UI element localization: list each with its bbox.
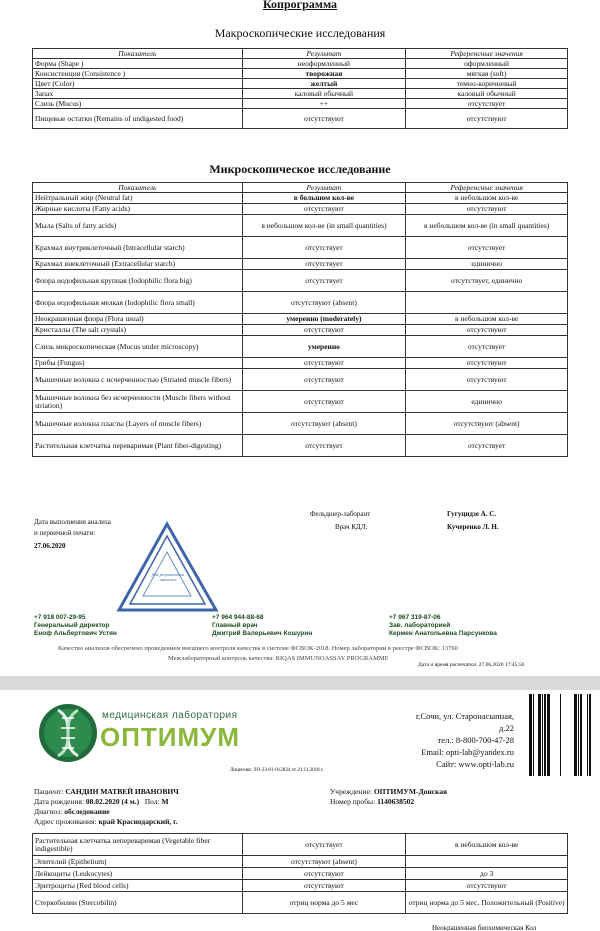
- sex-value: М: [161, 797, 169, 806]
- result-cell: отсутствуют: [242, 391, 406, 413]
- table-row: [33, 259, 568, 270]
- barcode-bar: [529, 694, 532, 776]
- contact-phone: +7 964 944-88-68: [212, 614, 264, 621]
- result-cell: отсутствуют: [242, 358, 406, 369]
- dna-logo-icon: [38, 702, 98, 764]
- result-cell: неоформленный: [242, 59, 406, 69]
- header-reference: Референсные значения: [406, 49, 568, 59]
- table-row: [33, 880, 568, 892]
- result-cell: в небольшом кол-ве (in small quantities): [242, 215, 406, 237]
- lab-address-building: д.22: [499, 723, 514, 733]
- table-row: [33, 292, 568, 314]
- lab-stamp: [115, 520, 220, 615]
- lab-address: г.Сочи, ул. Старонасыпная,: [415, 711, 514, 721]
- address-value: край Краснодарский, г.: [98, 817, 178, 826]
- contact-director: [34, 614, 117, 638]
- barcode-bar: [533, 694, 534, 776]
- lab-logo: [38, 702, 248, 764]
- table-row: [33, 59, 568, 69]
- indicator-cell: Флора иодофильная крупная (Iodophilic flora big): [33, 270, 243, 292]
- barcode-bar: [589, 694, 591, 776]
- contact-name: Кермен Анатольевна Парсункова: [389, 630, 497, 637]
- indicator-cell: Форма (Shape ): [33, 59, 243, 69]
- micro-table: [32, 182, 568, 457]
- indicator-cell: Слизь (Mucus): [33, 99, 243, 109]
- table-row: [33, 99, 568, 109]
- indicator-cell: Мышечные волокна с исчерченностью (Striated muscle fibers): [33, 369, 243, 391]
- role-doctor: Врач КДЛ:: [335, 523, 368, 531]
- indicator-cell: Мышечные волокна пласты (Layers of muscle fibers): [33, 413, 243, 435]
- barcode-bar: [574, 694, 577, 776]
- indicator-cell: Пищевые остатки (Remains of undigested food): [33, 109, 243, 129]
- table-row: [33, 892, 568, 914]
- header-indicator: Показатель: [33, 49, 243, 59]
- table-row: [33, 358, 568, 369]
- report-page-2: [0, 690, 600, 931]
- reference-cell: до 3: [406, 868, 568, 880]
- barcode-bar: [560, 694, 561, 776]
- indicator-cell: Стеркобилин (Stercobilin): [33, 892, 243, 914]
- lab-phone: тел.: 8-800-700-47-28: [437, 735, 514, 745]
- reference-cell: единично: [406, 391, 568, 413]
- indicator-cell: Крахмал внеклеточный (Extracellular starch): [33, 259, 243, 270]
- reference-cell: оформленный: [406, 59, 568, 69]
- indicator-cell: Цвет (Color): [33, 79, 243, 89]
- date-label-2: и первичной печати:: [34, 529, 96, 537]
- header-result: Результат: [242, 183, 406, 193]
- indicator-cell: Растительная клетчатка непереваримая (Vegetable fiber indigestible): [33, 834, 243, 856]
- contact-phone: +7 967 319-87-06: [389, 614, 441, 621]
- date-value: 27.06.2020: [34, 542, 66, 550]
- contact-phone: +7 918 007-29-95: [34, 614, 86, 621]
- indicator-cell: Мышечные волокна без исчерченности (Muscle fibers without striation): [33, 391, 243, 413]
- table-row: [33, 834, 568, 856]
- dob-label: Дата рождения:: [34, 797, 85, 806]
- result-cell: отсутствует: [242, 435, 406, 457]
- reference-cell: отсутствуют: [406, 325, 568, 336]
- micro-heading: Микроскопическое исследование: [209, 162, 391, 176]
- indicator-cell: Нейтральный жир (Neutral fat): [33, 193, 243, 204]
- table-row: [33, 69, 568, 79]
- result-cell: отсутствует: [242, 237, 406, 259]
- indicator-cell: Жирные кислоты (Fatty acids): [33, 204, 243, 215]
- reference-cell: отсутствует, единично: [406, 270, 568, 292]
- result-cell: отсутствует: [242, 270, 406, 292]
- lab-site: Сайт: www.opti-lab.ru: [436, 759, 514, 769]
- table-row: [33, 391, 568, 413]
- result-cell: желтый: [242, 79, 406, 89]
- institution-value: ОПТИМУМ-Донская: [373, 787, 448, 796]
- reference-cell: в небольшом кол-ве (in small quantities): [406, 215, 568, 237]
- reference-cell: в небольшом кол-ве: [406, 193, 568, 204]
- reference-cell: отсутствуют: [406, 109, 568, 129]
- interlab-footer: Межлабораторный контроль качества: RIQAS IMMUNOASSAY PROGRAMME: [168, 655, 389, 662]
- table-row: [33, 204, 568, 215]
- indicator-cell: Запах: [33, 89, 243, 99]
- indicator-cell: Слизь микроскопическая (Mucus under microscopy): [33, 336, 243, 358]
- date-label-1: Дата выполнения анализа: [34, 518, 111, 526]
- table-row: [33, 79, 568, 89]
- contact-title: Зав. лабораторией: [389, 622, 451, 629]
- macro-heading: Макроскопические исследования: [214, 26, 386, 40]
- indicator-cell: Лейкоциты (Leukocytes): [33, 868, 243, 880]
- barcode-icon: [527, 694, 593, 776]
- table-row: [33, 314, 568, 325]
- result-cell: отсутствуют (absent): [242, 856, 406, 868]
- contact-chief-doctor: [212, 614, 312, 638]
- result-cell: отсутствуют: [242, 868, 406, 880]
- reference-cell: [406, 292, 568, 314]
- logo-subtitle: медицинская лаборатория: [102, 710, 238, 721]
- sex-label: Пол:: [144, 797, 160, 806]
- table-row: [33, 856, 568, 868]
- result-cell: отсутствуют: [242, 109, 406, 129]
- result-cell: отсутствуют: [242, 204, 406, 215]
- result-cell: ++: [242, 99, 406, 109]
- indicator-cell: Грибы (Fungus): [33, 358, 243, 369]
- result-cell: отриц норма до 5 мес: [242, 892, 406, 914]
- indicator-cell: Кристаллы (The salt crystals): [33, 325, 243, 336]
- indicator-cell: Флора иодофильная мелкая (Iodophilic flora small): [33, 292, 243, 314]
- contact-name: Дмитрий Валерьевич Кошурин: [212, 630, 313, 637]
- diagnosis-label: Диагноз:: [34, 807, 63, 816]
- reference-cell: мягкая (soft): [406, 69, 568, 79]
- result-cell: в большом кол-ве: [242, 193, 406, 204]
- barcode-bar: [580, 694, 582, 776]
- logo-wordmark: ОПТИМУМ: [100, 722, 240, 752]
- lab-contacts: [360, 710, 514, 770]
- table-row: [33, 868, 568, 880]
- table-row: [33, 336, 568, 358]
- sample-label: Номер пробы:: [330, 797, 376, 806]
- result-cell: отсутствуют: [242, 880, 406, 892]
- reference-cell: отсутствуют: [406, 369, 568, 391]
- indicator-cell: Мыла (Salts of fatty acids): [33, 215, 243, 237]
- table-row: [33, 413, 568, 435]
- name-doctor: Кучеренко Л. Н.: [447, 523, 499, 531]
- contact-title: Главный врач: [212, 622, 258, 629]
- result-cell: умеренно (moderately): [242, 314, 406, 325]
- reference-cell: отриц норма до 5 мес, Положительный (Positive): [406, 892, 568, 914]
- header-result: Результат: [242, 49, 406, 59]
- barcode-bar: [547, 694, 550, 776]
- reference-cell: отсутствуют: [406, 204, 568, 215]
- address-label: Адрес проживания:: [34, 817, 97, 826]
- institution-label: Учреждение:: [330, 787, 372, 796]
- result-cell: умеренно: [242, 336, 406, 358]
- table-row: [33, 109, 568, 129]
- barcode-bar: [578, 694, 579, 776]
- table-row: [33, 325, 568, 336]
- reference-cell: единично: [406, 259, 568, 270]
- patient-label: Пациент:: [34, 787, 64, 796]
- reference-cell: отсутствуют (absent): [406, 413, 568, 435]
- barcode-bar: [544, 694, 546, 776]
- macro-table: [32, 48, 568, 129]
- table-row: [33, 270, 568, 292]
- reference-cell: отсутствует: [406, 99, 568, 109]
- indicator-cell: Эпителий (Epithelium): [33, 856, 243, 868]
- indicator-cell: Неокрашенная флора (Flora usual): [33, 314, 243, 325]
- result-cell: каловый обычный: [242, 89, 406, 99]
- reference-cell: отсутствует: [406, 435, 568, 457]
- license-text: Лицензия: ЛО-23-01-012834 от 21.11.2018 г.: [230, 768, 324, 773]
- contact-title: Генеральный директор: [34, 622, 110, 629]
- reference-cell: каловый обычный: [406, 89, 568, 99]
- barcode-bar: [587, 694, 588, 776]
- table-row: [33, 435, 568, 457]
- cut-off-text: Неокрашенная биохимическая Кол: [432, 924, 537, 931]
- result-cell: творожная: [242, 69, 406, 79]
- header-reference: Референсные значения: [406, 183, 568, 193]
- document-title: Копрограмма: [262, 0, 338, 11]
- contact-lab-head: [389, 614, 497, 638]
- barcode-bar: [538, 694, 541, 776]
- lab-email: Email: opti-lab@yandex.ru: [421, 747, 514, 757]
- indicator-cell: Растительная клетчатка переваримая (Plant fiber-digesting): [33, 435, 243, 457]
- result-cell: отсутствуют (absent): [242, 413, 406, 435]
- reference-cell: отсутствует: [406, 336, 568, 358]
- patient-name: САНДИН МАТВЕЙ ИВАНОВИЧ: [65, 787, 179, 796]
- result-cell: отсутствуют (absent): [242, 292, 406, 314]
- contact-name: Еноф Альбертович Устян: [34, 630, 117, 637]
- reference-cell: в небольшом кол-ве: [406, 834, 568, 856]
- dob-value: 08.02.2020 (4 м.): [85, 797, 140, 806]
- table-row: [33, 237, 568, 259]
- reference-cell: отсутствует: [406, 237, 568, 259]
- reference-cell: [406, 856, 568, 868]
- quality-footer: Качество анализов обеспечено проведением внешнего контроля качества в системе ФСВОК-2018. Номер лаборатории в реестре ФСВОК: 13760: [58, 645, 458, 652]
- reference-cell: отсутствуют: [406, 358, 568, 369]
- reference-cell: отсутствуют: [406, 880, 568, 892]
- result-cell: отсутствует: [242, 834, 406, 856]
- role-paramedic: Фельдшер-лаборант: [310, 510, 371, 518]
- diagnosis-value: обследование: [64, 807, 110, 816]
- stamp-text: Для результатов анализов: [151, 572, 185, 582]
- table-row: [33, 89, 568, 99]
- table-row: [33, 215, 568, 237]
- indicator-cell: Крахмал внутриклеточный (Intracellular starch): [33, 237, 243, 259]
- result-cell: отсутствует: [242, 259, 406, 270]
- header-indicator: Показатель: [33, 183, 243, 193]
- patient-info-left: [34, 787, 179, 827]
- table-row: [33, 369, 568, 391]
- indicator-cell: Консистенция (Consistence ): [33, 69, 243, 79]
- stamp-triangle-icon: [115, 520, 220, 615]
- result-cell: отсутствуют: [242, 369, 406, 391]
- reference-cell: в небольшом кол-ве: [406, 314, 568, 325]
- print-timestamp: Дата и время распечатки: 27.06.2020 17:45:56: [418, 662, 525, 668]
- reference-cell: темно-коричневый: [406, 79, 568, 89]
- patient-info-right: [330, 787, 447, 807]
- result-cell: отсутствуют: [242, 325, 406, 336]
- table-row: [33, 193, 568, 204]
- name-paramedic: Гугуцидзе А. С.: [447, 510, 497, 518]
- indicator-cell: Эритроциты (Red blood cells): [33, 880, 243, 892]
- sample-value: 1140638502: [377, 797, 415, 806]
- continued-table: [32, 833, 568, 914]
- barcode-bar: [542, 694, 543, 776]
